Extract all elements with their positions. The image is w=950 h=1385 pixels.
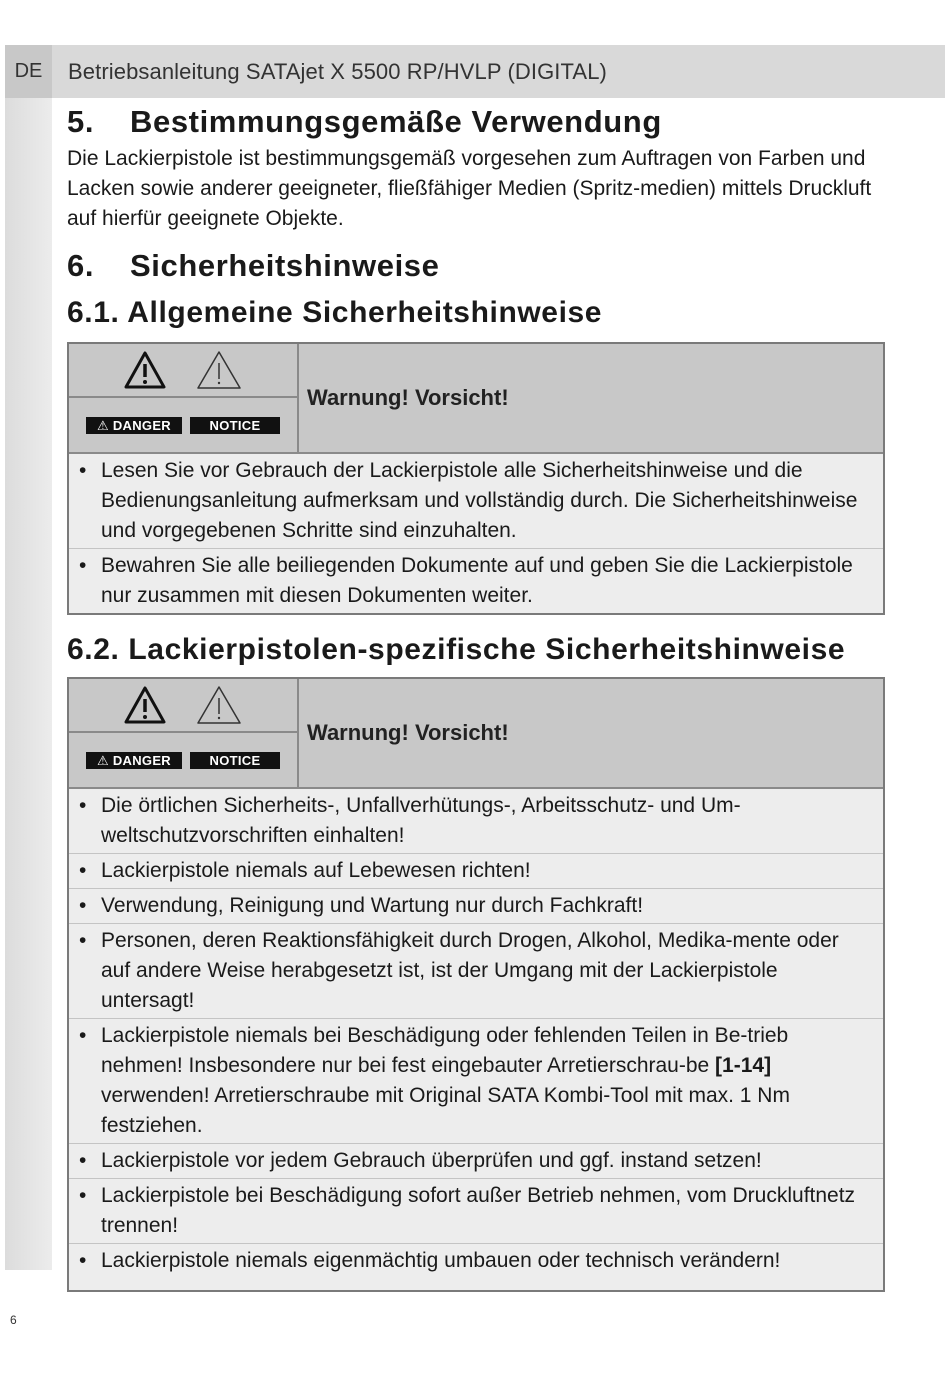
caution-triangle-icon bbox=[195, 684, 243, 726]
warning-header bbox=[69, 679, 883, 789]
caution-triangle-icon bbox=[195, 349, 243, 391]
section-5-text: Die Lackierpistole ist bestimmungsgemäß vorgesehen zum Auftragen von Farben und Lacken sowie anderer geeigneter, fließfähiger Medien (Spritz-medien) mittels Druckluft auf hierfür geeignete Objekte. bbox=[67, 147, 872, 230]
left-margin-strip bbox=[5, 45, 52, 1270]
list-item: • Lackierpistole vor jedem Gebrauch überprüfen und ggf. instand setzen! bbox=[69, 1144, 883, 1179]
list-item-text-before: Lackierpistole niemals bei Beschädigung oder fehlenden Teilen in Be-trieb nehmen! Insbesondere nur bei fest eingebauter Arretierschrau-be bbox=[101, 1024, 789, 1077]
specific-safety-list bbox=[69, 789, 883, 1290]
section-6-title: Sicherheitshinweise bbox=[130, 248, 440, 283]
warning-triangle-icon bbox=[123, 685, 167, 725]
list-item: • Verwendung, Reinigung und Wartung nur durch Fachkraft! bbox=[69, 889, 883, 924]
section-5-number: 5. bbox=[67, 104, 95, 139]
danger-label: DANGER bbox=[112, 752, 171, 768]
warning-icon-cell bbox=[69, 679, 299, 787]
danger-badge: ⚠ DANGER bbox=[86, 752, 182, 769]
section-6-1-heading: 6.1. Allgemeine Sicherheitshinweise bbox=[67, 296, 603, 329]
notice-badge: NOTICE bbox=[190, 752, 280, 769]
warning-icon-cell bbox=[69, 344, 299, 452]
section-5-heading bbox=[67, 104, 887, 140]
danger-label: DANGER bbox=[112, 417, 171, 433]
list-item: • Lackierpistole bei Beschädigung sofort außer Betrieb nehmen, vom Druckluftnetz trennen! bbox=[69, 1179, 883, 1244]
list-item: • Lesen Sie vor Gebrauch der Lackierpistole alle Sicherheitshinweise und die Bedienungsanleitung aufmerksam und vollständig durch. Die Sicherheitshinweise und vorgegebenen Schritte sind einzuhalten. bbox=[69, 454, 883, 549]
section-5-title: Bestimmungsgemäße Verwendung bbox=[130, 104, 662, 139]
warning-icon-row bbox=[69, 344, 297, 398]
section-6-number: 6. bbox=[67, 248, 95, 283]
page-header bbox=[5, 45, 945, 98]
list-item-text-after: verwenden! Arretierschraube mit Original SATA Kombi-Tool mit max. 1 Nm festziehen. bbox=[101, 1084, 790, 1137]
list-item bbox=[69, 1019, 883, 1144]
figure-reference: [1-14] bbox=[715, 1054, 772, 1077]
warning-label-row bbox=[69, 733, 297, 787]
specific-safety-box bbox=[67, 677, 885, 1292]
list-item: • Lackierpistole niemals auf Lebewesen richten! bbox=[69, 854, 883, 889]
list-item: • Die örtlichen Sicherheits-, Unfallverhütungs-, Arbeitsschutz- und Um-weltschutzvorschriften einhalten! bbox=[69, 789, 883, 854]
section-6-heading bbox=[67, 248, 887, 284]
list-item: • Personen, deren Reaktionsfähigkeit durch Drogen, Alkohol, Medika-mente oder auf andere Weise herabgesetzt ist, ist der Umgang mit der Lackierpistole untersagt! bbox=[69, 924, 883, 1019]
warning-triangle-icon bbox=[123, 350, 167, 390]
warning-icon-row bbox=[69, 679, 297, 733]
warning-heading: Warnung! Vorsicht! bbox=[307, 385, 509, 410]
warning-heading: Warnung! Vorsicht! bbox=[307, 720, 509, 745]
list-item: • Bewahren Sie alle beiliegenden Dokumente auf und geben Sie die Lackierpistole nur zusammen mit diesen Dokumenten weiter. bbox=[69, 549, 883, 613]
warning-label-row bbox=[69, 398, 297, 452]
general-safety-box bbox=[67, 342, 885, 615]
language-tag: DE bbox=[5, 45, 52, 98]
warning-header bbox=[69, 344, 883, 454]
document-title: Betriebsanleitung SATAjet X 5500 RP/HVLP (DIGITAL) bbox=[68, 58, 607, 84]
notice-badge: NOTICE bbox=[190, 417, 280, 434]
general-safety-list bbox=[69, 454, 883, 613]
page-number: 6 bbox=[10, 1313, 17, 1327]
page-content bbox=[67, 100, 887, 1292]
danger-badge: ⚠ DANGER bbox=[86, 417, 182, 434]
section-6-2-heading: 6.2. Lackierpistolen-spezifische Sicherheitshinweise bbox=[67, 633, 846, 666]
list-item: • Lackierpistole niemals eigenmächtig umbauen oder technisch verändern! bbox=[69, 1244, 883, 1290]
